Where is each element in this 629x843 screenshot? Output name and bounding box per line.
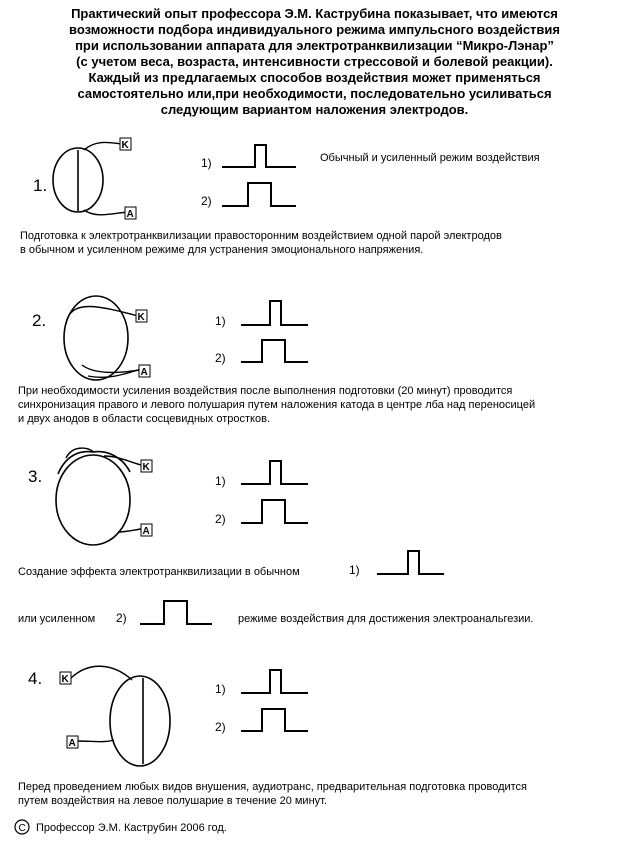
cathode-label: K (137, 312, 145, 323)
intro-line: самостоятельно или,при необходимости, последовательно усиливаться (77, 86, 552, 101)
pulse-label-4-normal: 1) (215, 682, 226, 696)
enhanced-pulse-3 (241, 500, 308, 523)
anode-electrode (139, 365, 150, 378)
pulse-label-2-normal: 1) (215, 314, 226, 328)
intro-line: Практический опыт профессора Э.М. Каструбина показывает, что имеются (71, 6, 558, 21)
anode-label: A (142, 526, 150, 537)
anode-electrode (125, 207, 136, 220)
section-description-1 (20, 229, 502, 257)
cathode-electrode (141, 460, 152, 473)
description-line: в обычном и усиленном режиме для устранения эмоционального напряжения. (20, 244, 424, 256)
enhanced-pulse-2 (241, 340, 308, 362)
description-line: Перед проведением любых видов внушения, аудиотранс, предварительная подготовка проводится (18, 781, 528, 793)
head-diagram-1 (53, 138, 136, 220)
description-line: При необходимости усиления воздействия после выполнения подготовки (20 минут) проводится (18, 385, 513, 397)
pulse-label-inline-normal: 1) (349, 563, 360, 577)
pulse-label-1-enhanced: 2) (201, 194, 212, 208)
head-diagram-4 (60, 666, 170, 766)
cathode-electrode (136, 310, 147, 323)
section-3-line-1: Создание эффекта электротранквилизации в обычном (18, 566, 300, 578)
copyright-symbol: C (18, 823, 26, 834)
section-number-2: 2. (32, 311, 47, 330)
enhanced-pulse-1 (222, 183, 296, 206)
cathode-electrode (120, 138, 131, 151)
description-line: путем воздействия на левое полушарие в течение 20 минут. (18, 795, 328, 807)
cathode-label: K (142, 462, 150, 473)
normal-pulse-2 (241, 301, 308, 325)
section-number-1: 1. (33, 176, 48, 195)
description-line: синхронизация правого и левого полушария путем наложения катода в центре лба над переносицей (18, 399, 536, 411)
section-description-2 (18, 384, 535, 426)
enhanced-pulse-inline (140, 601, 212, 624)
anode-electrode (67, 736, 78, 749)
normal-pulse-4 (241, 670, 308, 693)
description-line: Подготовка к электротранквилизации правосторонним воздействием одной парой электродов (20, 230, 502, 242)
pulse-label-3-enhanced: 2) (215, 512, 226, 526)
footer-author: Профессор Э.М. Каструбин 2006 год. (36, 822, 227, 834)
normal-pulse-1 (222, 145, 296, 167)
cathode-label: K (121, 140, 129, 151)
pulse-label-4-enhanced: 2) (215, 720, 226, 734)
description-line: и двух анодов в области сосцевидных отростков. (18, 413, 271, 425)
pulse-label-inline-enhanced: 2) (116, 611, 127, 625)
cathode-label: K (61, 674, 69, 685)
pulse-label-2-enhanced: 2) (215, 351, 226, 365)
anode-label: A (126, 209, 134, 220)
pulse-label-1-normal: 1) (201, 156, 212, 170)
section-number-4: 4. (28, 669, 43, 688)
copyright-icon (15, 820, 29, 834)
intro-line: (с учетом веса, возраста, интенсивности стрессовой и болевой реакции). (76, 54, 553, 69)
intro-line: при использовании аппарата для электротранквилизации “Микро-Лэнар” (75, 38, 554, 53)
head-diagram-3 (56, 448, 152, 545)
mode-note-1: Обычный и усиленный режим воздействия (320, 152, 540, 164)
anode-label: A (68, 738, 76, 749)
intro-line: Каждый из предлагаемых способов воздействия может применяться (88, 70, 541, 85)
normal-pulse-inline (377, 551, 444, 574)
pulse-label-3-normal: 1) (215, 474, 226, 488)
intro-line: возможности подбора индивидуального режима импульсного воздействия (69, 22, 560, 37)
section-3-line-2-end: режиме воздействия для достижения электроанальгезии. (238, 613, 534, 625)
section-description-4 (18, 780, 527, 808)
section-number-3: 3. (28, 467, 43, 486)
head-diagram-2 (64, 296, 150, 380)
intro-line: следующим вариантом наложения электродов. (160, 102, 469, 117)
anode-electrode (141, 524, 152, 537)
anode-label: A (140, 367, 148, 378)
enhanced-pulse-4 (241, 709, 308, 731)
cathode-electrode (60, 672, 71, 685)
normal-pulse-3 (241, 461, 308, 484)
section-3-line-2-start: или усиленном (18, 613, 96, 625)
